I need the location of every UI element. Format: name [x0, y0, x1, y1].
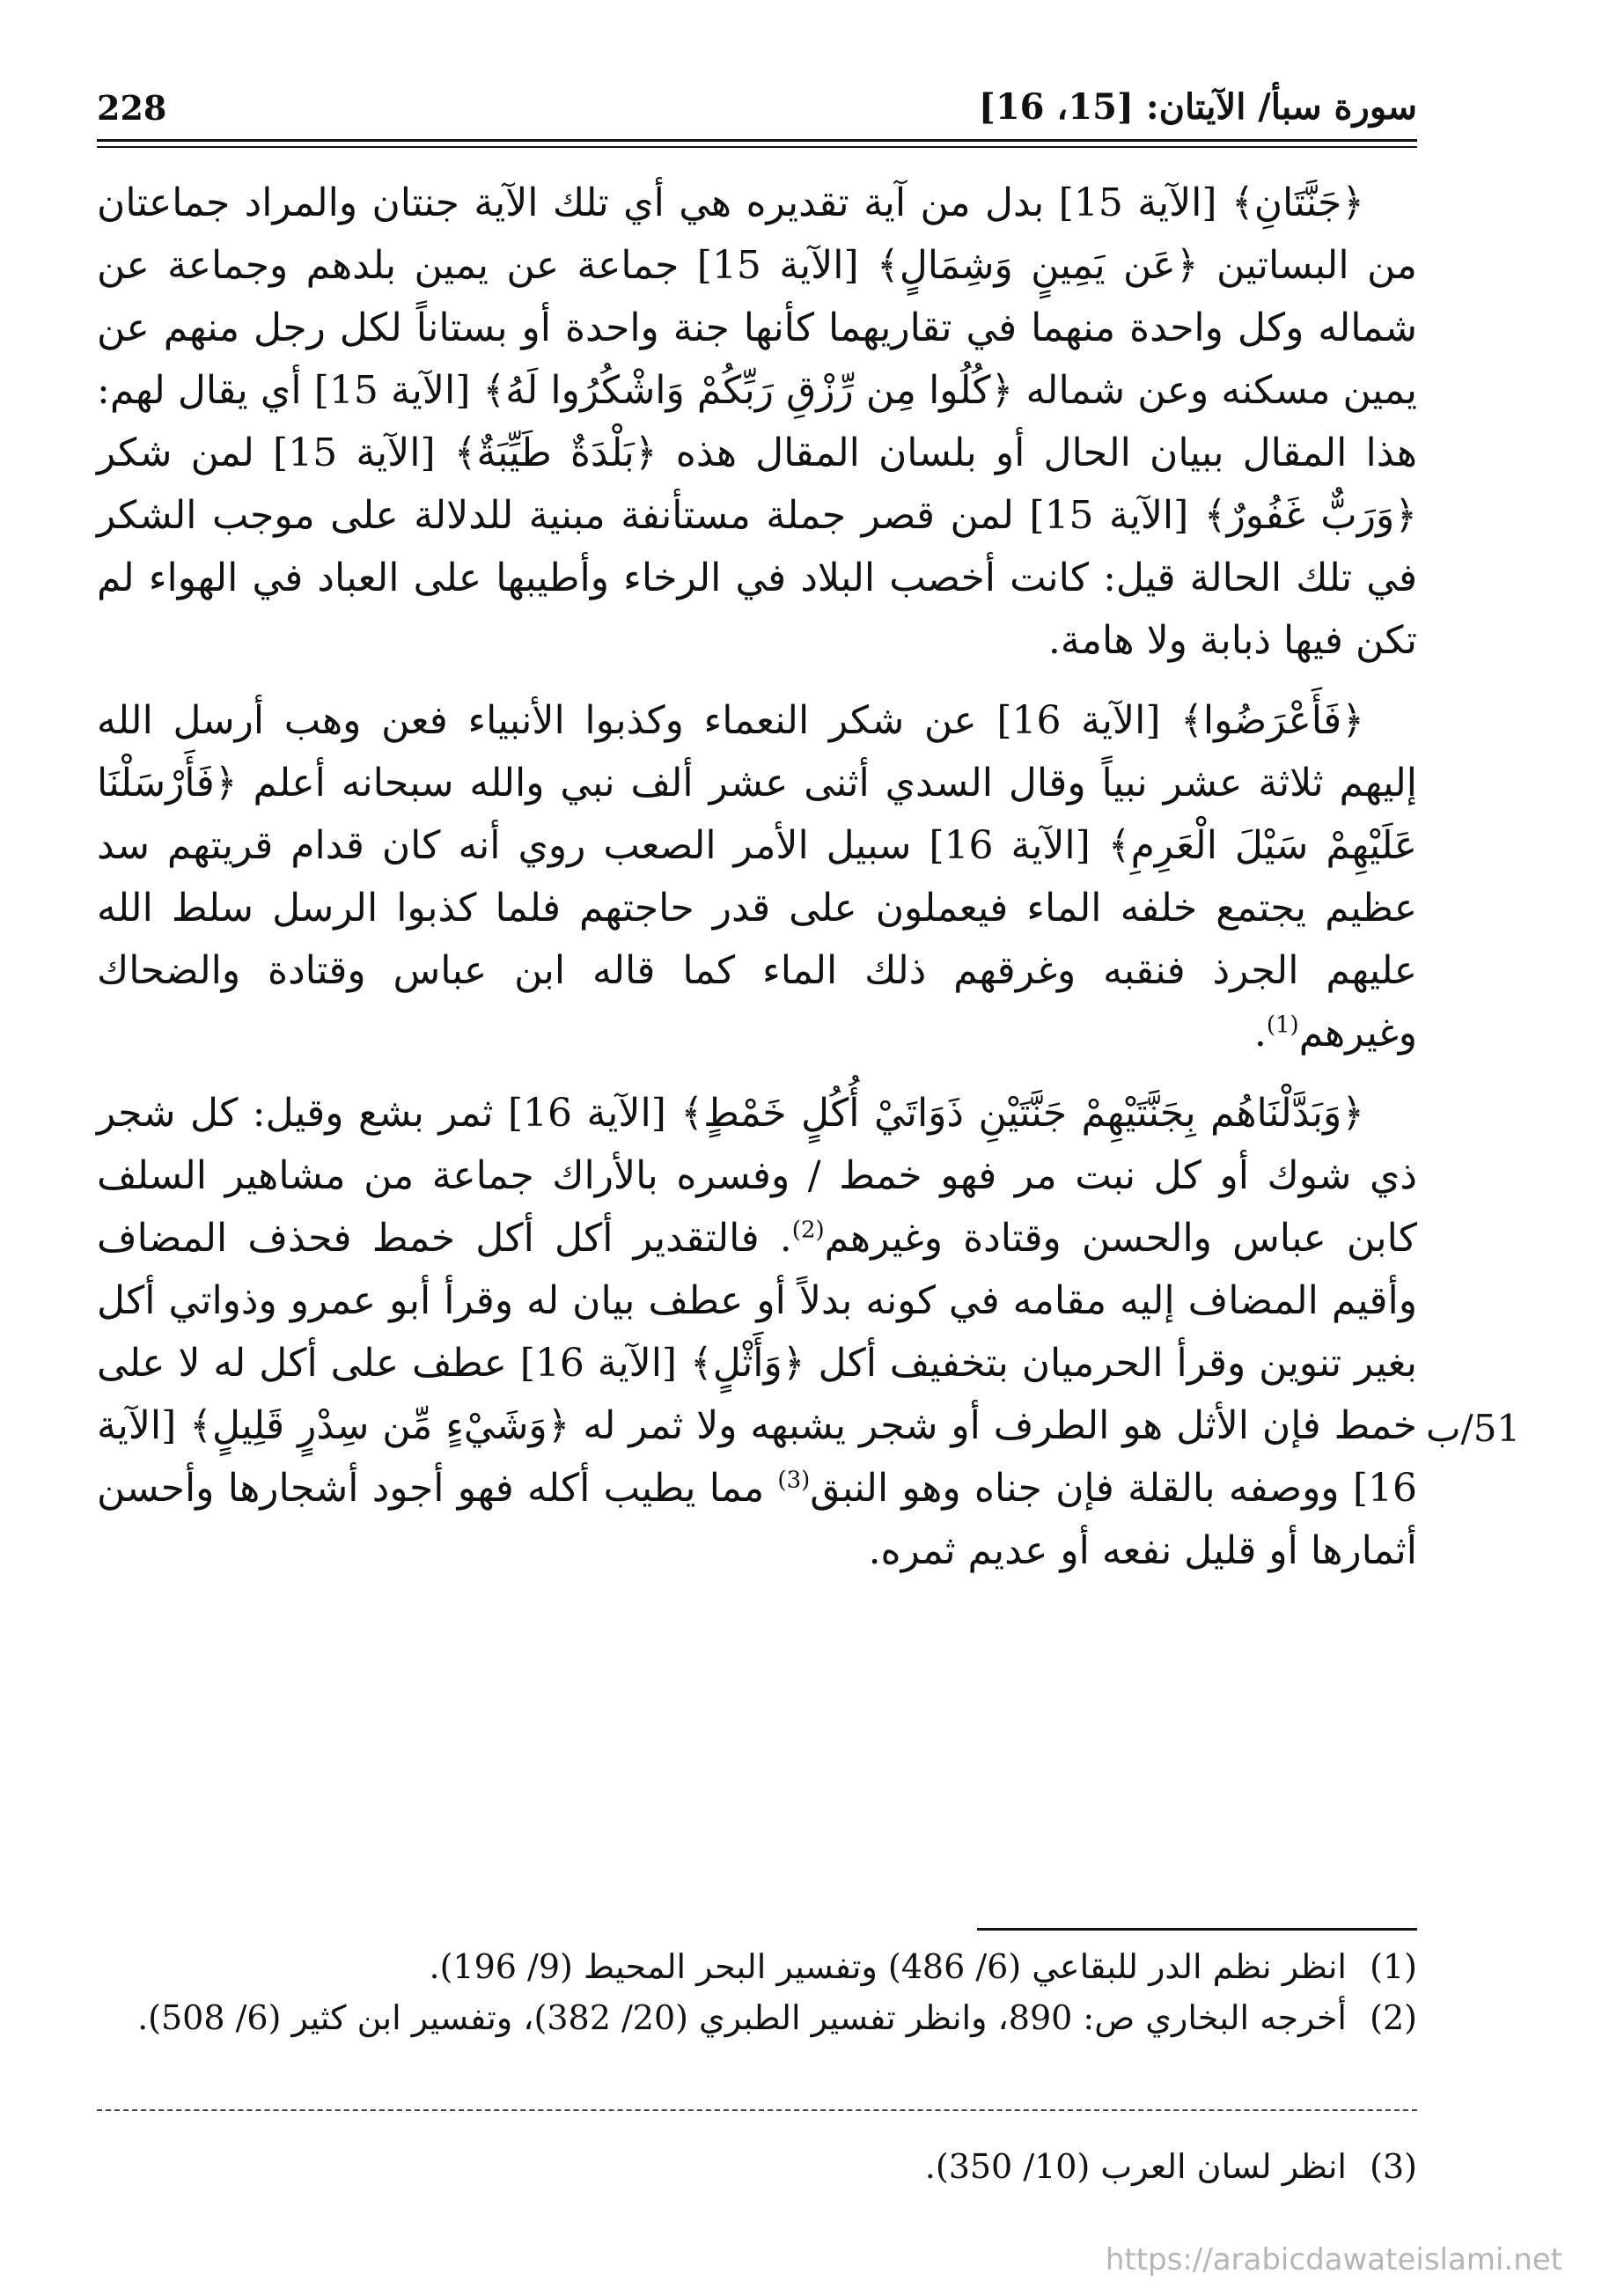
source-watermark: https://arabicdawateislami.net — [1105, 2242, 1562, 2277]
header-rule-secondary — [97, 146, 1417, 148]
footnote-ref-3[interactable]: (3) — [777, 1467, 811, 1494]
dashed-separator — [97, 2109, 1417, 2111]
footnote-ref-2[interactable]: (2) — [791, 1217, 825, 1244]
running-header — [97, 81, 1417, 143]
paragraph-2 — [97, 689, 1417, 1064]
paragraph-3-tail: . فالتقدير أكل أكل خمط فحذف المضاف وأقيم المضاف إليه مقامه في كونه بدلاً أو عطف بيان له وقرأ أبو عمرو وذواتي أكل بغير تنوين وقرأ الحرميان بتخفيف أكل ﴿وَأَثْلٍ﴾ [الآية 16] عطف على أكل له لا على خمط فإن الأثل هو الطرف أو شجر يشبهه ولا ثمر له ﴿وَشَيْءٍ مِّن سِدْرٍ قَلِيلٍ﴾ [الآية 16] ووصفه بالقلة فإن جناه وهو النبق — [97, 1216, 1417, 1511]
manuscript-folio-marker: 51/ب — [1426, 1407, 1521, 1450]
footnote-1 — [97, 1941, 1417, 1992]
paragraph-3-tail-2: مما يطيب أكله فهو أجود أشجارها وأحسن أثمارها أو قليل نفعه أو عديم ثمره. — [97, 1466, 1417, 1573]
footnote-text: انظر لسان العرب (10/ 350). — [924, 2147, 1347, 2186]
header-rule — [97, 139, 1417, 142]
footnote-3 — [97, 2141, 1417, 2192]
footnote-number: (3) — [1370, 2147, 1417, 2186]
footnote-text: أخرجه البخاري ص: 890، وانظر تفسير الطبري (20/ 382)، وتفسير ابن كثير (6/ 508). — [137, 1998, 1347, 2037]
paragraph-2-tail: . — [1253, 1011, 1267, 1056]
running-title: سورة سبأ/ الآيتان: [15، 16] — [978, 86, 1417, 128]
paragraph-3-text: ﴿وَبَدَّلْنَاهُم بِجَنَّتَيْهِمْ جَنَّتَيْنِ ذَوَاتَيْ أُكُلٍ خَمْطٍ﴾ [الآية 16] ثمر بشع وقيل: كل شجر ذي شوك أو كل نبت مر فهو خمط / وفسره بالأراك جماعة من مشاهير السلف كابن عباس والحسن وقتادة وغيرهم — [97, 1091, 1417, 1261]
footnotes-continued — [97, 2141, 1417, 2192]
footnote-number: (1) — [1370, 1947, 1417, 1986]
page-number: 228 — [97, 88, 167, 128]
footnote-number: (2) — [1370, 1998, 1417, 2037]
footnote-ref-1[interactable]: (1) — [1266, 1012, 1299, 1039]
footnote-separator — [977, 1928, 1417, 1931]
paragraph-1-text: ﴿جَنَّتَانِ﴾ [الآية 15] بدل من آية تقديره هي أي تلك الآية جنتان والمراد جماعتان من البساتين ﴿عَن يَمِينٍ وَشِمَالٍ﴾ [الآية 15] جماعة عن يمين بلدهم وجماعة عن شماله وكل واحدة منهما في تقاريهما كأنها جنة واحدة أو بستاناً لكل رجل منهم عن يمين مسكنه وعن شماله ﴿كُلُوا مِن رِّزْقِ رَبِّكُمْ وَاشْكُرُوا لَهُ﴾ [الآية 15] أي يقال لهم: هذا المقال ببيان الحال أو بلسان المقال هذه ﴿بَلْدَةٌ طَيِّبَةٌ﴾ [الآية 15] لمن شكر ﴿وَرَبٌّ غَفُورٌ﴾ [الآية 15] لمن قصر جملة مستأنفة مبنية للدلالة على موجب الشكر في تلك الحالة قيل: كانت أخصب البلاد في الرخاء وأطيبها على العباد في الهواء لم تكن فيها ذبابة ولا هامة. — [97, 180, 1418, 663]
main-text — [97, 172, 1417, 1600]
footnote-2 — [97, 1992, 1417, 2043]
paragraph-3 — [97, 1082, 1417, 1582]
paragraph-2-text: ﴿فَأَعْرَضُوا﴾ [الآية 16] عن شكر النعماء وكذبوا الأنبياء فعن وهب أرسل الله إليهم ثلاثة عشر نبياً وقال السدي أثنى عشر ألف نبي والله سبحانه أعلم ﴿فَأَرْسَلْنَا عَلَيْهِمْ سَيْلَ الْعَرِمِ﴾ [الآية 16] سبيل الأمر الصعب روي أنه كان قدام قريتهم سد عظيم يجتمع خلفه الماء فيعملون على قدر حاجتهم فلما كذبوا الرسل سلط الله عليهم الجرذ فنقبه وغرقهم ذلك الماء كما قاله ابن عباس وقتادة والضحاك وغيرهم — [97, 698, 1417, 1056]
footnotes — [97, 1941, 1417, 2043]
paragraph-1 — [97, 172, 1417, 672]
footnote-text: انظر نظم الدر للبقاعي (6/ 486) وتفسير البحر المحيط (9/ 196). — [429, 1947, 1347, 1986]
